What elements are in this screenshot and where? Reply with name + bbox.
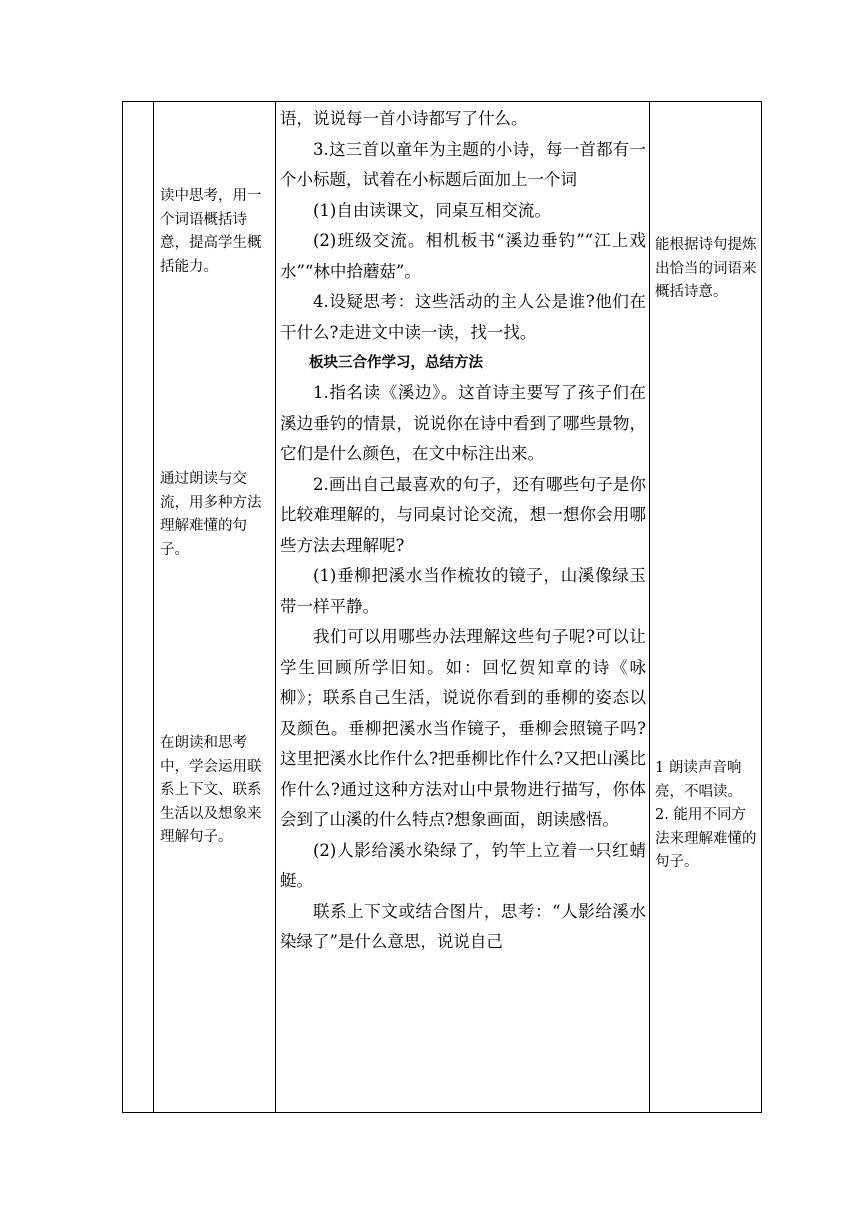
goal-2: 通过朗读与交流，用多种方法理解难懂的句子。: [160, 471, 262, 558]
paragraph: 1.指名读《溪边》。这首诗主要写了孩子们在溪边垂钓的情景，说说你在诗中看到了哪些景物，它们是什么颜色，在文中标注出来。: [280, 383, 646, 463]
evaluation-1: 能根据诗句提炼出恰当的词语来概括诗意。: [655, 237, 757, 300]
table-bottom-border: [122, 1112, 762, 1113]
table-divider-3: [649, 101, 650, 1113]
table-border-left: [122, 101, 123, 1113]
paragraph: (1)垂柳把溪水当作梳妆的镜子，山溪像绿玉带一样平静。: [280, 566, 646, 616]
evaluation-2-line-2: 2. 能用不同方法来理解难懂的句子。: [655, 807, 757, 870]
paragraph: (2)人影给溪水染绿了，钓竿上立着一只红蜻蜓。: [280, 840, 646, 890]
evaluation-2-line-1: 1 朗读声音响亮，不唱读。: [655, 760, 742, 800]
section-heading: 板块三合作学习，总结方法: [309, 354, 483, 371]
paragraph: (1)自由读课文，同桌互相交流。: [313, 200, 551, 220]
paragraph: 联系上下文或结合图片，思考：“人影给溪水染绿了”是什么意思，说说自己: [280, 901, 646, 951]
paragraph: 2.画出自己最喜欢的句子，还有哪些句子是你比较难理解的，与同桌讨论交流，想一想你会用哪些方法去理解呢?: [280, 474, 646, 555]
lesson-plan-table: [122, 101, 762, 1113]
table-divider-1: [153, 101, 154, 1113]
goal-1: 读中思考，用一个词语概括诗意，提高学生概括能力。: [160, 188, 262, 275]
evaluation-2: [655, 757, 759, 875]
paragraph: 4.设疑思考：这些活动的主人公是谁?他们在干什么?走进文中读一读，找一找。: [280, 292, 646, 342]
paragraph: 语，说说每一首小诗都写了什么。: [280, 109, 528, 128]
paragraph: (2)班级交流。相机板书“溪边垂钓”“江上戏水”“林中拾蘑菇”。: [280, 231, 646, 281]
teaching-process: [280, 104, 646, 958]
table-divider-2: [275, 101, 276, 1113]
goal-3: 在朗读和思考中，学会运用联系上下文、联系生活以及想象来理解句子。: [160, 735, 262, 845]
table-top-border: [122, 101, 762, 102]
table-border-right: [761, 101, 762, 1113]
paragraph: 我们可以用哪些办法理解这些句子呢?可以让学生回顾所学旧知。如：回忆贺知章的诗《咏柳》；联系自己生活，说说你看到的垂柳的姿态以及颜色。垂柳把溪水当作镜子，垂柳会照镜子吗?这里把溪水比作什么?把垂柳比作什么?又把山溪比作什么?通过这种方法对山中景物进行描写，你体会到了山溪的什么特点?想象画面，朗读感悟。: [280, 627, 646, 829]
paragraph: 3.这三首以童年为主题的小诗，每一首都有一个小标题，试着在小标题后面加上一个词: [280, 139, 646, 189]
